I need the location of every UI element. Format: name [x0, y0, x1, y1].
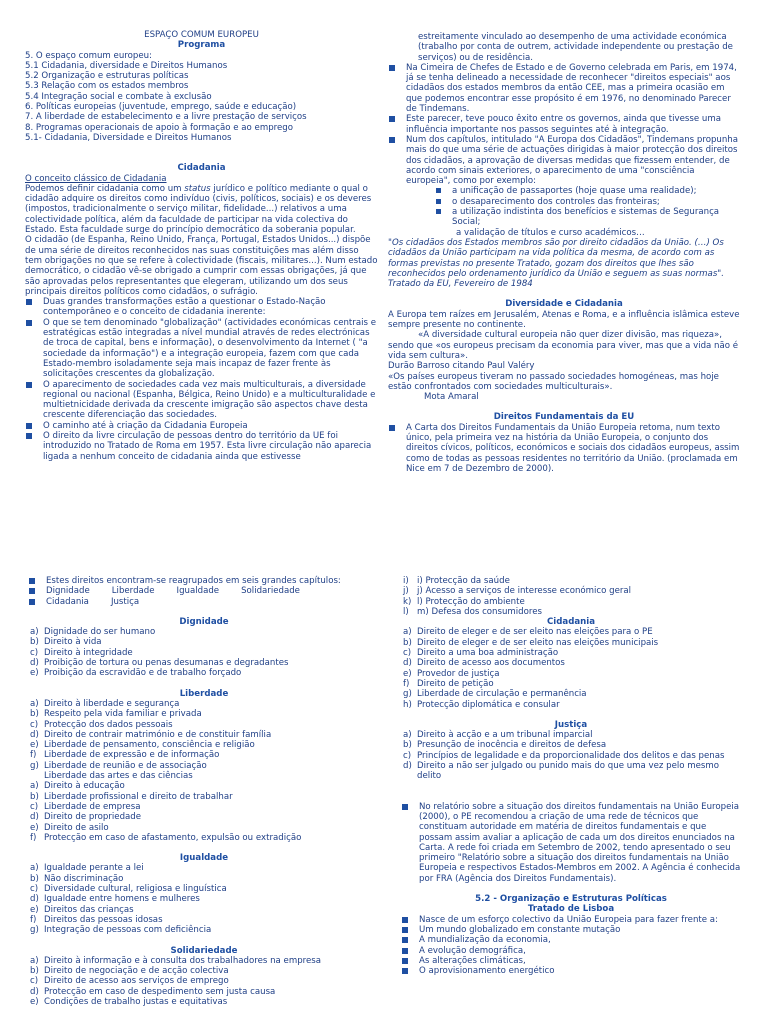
programa-item: 6. Políticas europeias (juventude, emprego, saúde e educação): [25, 102, 297, 113]
value-label: Liberdade: [111, 586, 155, 597]
programa-item: 5.1- Cidadania, Diversidade e Direitos Humanos: [25, 132, 232, 143]
list-item: b) Direito de eleger e de ser eleito nas eleições municipais: [403, 637, 659, 648]
transformations-list: [25, 297, 378, 462]
list-item: c) Direito de acesso aos serviços de emprego: [30, 976, 229, 987]
programa-item: 8. Programas operacionais de apoio à formação e ao emprego: [25, 122, 293, 133]
page2-right-column: [401, 576, 741, 976]
treaty-quote: "Os cidadãos dos Estados membros são por direito cidadãos da União. (…) Os cidadãos da União participam na vida política da mesma, de acordo com as formas previstas no presente Tratado, gozam dos direitos que lhes são reconhecidos pelo ordenamento jurídico da União e seguem as suas normas".: [388, 237, 724, 279]
list-item: O aprovisionamento energético: [401, 966, 741, 976]
igualdade-list: [28, 863, 380, 935]
solidariedade-continued-list: [401, 576, 741, 617]
section-5-2-heading: 5.2 - Organização e Estruturas Políticas: [475, 894, 667, 905]
page1-right-column: [388, 32, 740, 474]
list-item: e) Direitos das crianças: [30, 904, 134, 915]
solidariedade-list: [28, 956, 380, 1007]
list-item: c) Direito à integridade: [30, 647, 133, 658]
list-item: c) Direito a uma boa administração: [403, 648, 559, 659]
list-item: a) Direito de eleger e de ser eleito nas eleições para o PE: [403, 627, 653, 638]
list-item: e) Condições de trabalho justas e equitativas: [30, 996, 228, 1007]
relatorio-list: [401, 802, 741, 884]
list-item: j) j) Acesso a serviços de interesse económico geral: [403, 586, 632, 597]
diversidade-paragraph-1: A Europa tem raízes em Jerusalém, Atenas e Roma, e a influência islâmica esteve sempre presente no continente.: [388, 309, 740, 331]
programa-list: [25, 51, 378, 144]
list-item: [28, 586, 380, 596]
tindemans-measures-list: [388, 186, 740, 227]
list-item: d) Proibição de tortura ou penas desumanas e degradantes: [30, 658, 289, 669]
list-item: A Carta dos Direitos Fundamentais da União Europeia retoma, num texto único, pela primeira vez na história da União Europeia, o conjunto dos direitos cívicos, políticos, económicos e sociais dos cidadãos europeus, assim como de todas as pessoas residentes no território da União. (proclamada em Nice em 7 de Dezembro de 2000).: [388, 423, 740, 474]
list-item: b) Não discriminação: [30, 873, 124, 884]
cidadania-list: [401, 627, 741, 709]
treaty-quote-source: Tratado da EU, Fevereiro de 1984: [388, 279, 533, 290]
list-item: k) l) Protecção do ambiente: [403, 596, 525, 607]
list-item: Num dos capítulos, intitulado "A Europa dos Cidadãos", Tindemans propunha mais do que uma série de actuações dirigidas à maior protecção dos direitos dos cidadãos, a aprovação de diversas medidas que fizessem entender, de acordo com sinais exteriores, o aparecimento de uma "consciência europeia", como por exemplo:: [388, 135, 740, 186]
justica-heading: Justiça: [554, 719, 588, 730]
page1-left-column: [25, 30, 378, 462]
list-item: O direito da livre circulação de pessoas dentro do território da UE foi introduzido no Tratado de Roma em 1957. Esta livre circulação não aparecia ligada a nenhum conceito de cidadania ainda que estivesse: [25, 431, 378, 462]
page2-left-column: [28, 576, 380, 1007]
list-item: Liberdade das artes e das ciências: [44, 771, 193, 782]
list-item: O que se tem denominado "globalização" (actividades económicas centrais e estratégicas estão integradas a nível mundial através de redes electrónicas de troca de capital, bens e informação), o desenvolvimento da Internet ( "a sociedade da informação") e a integração europeia, fazem com que cada Estado-membro isoladamente seja mais incapaz de fazer frente às solicitações crescentes da globalização.: [25, 318, 378, 380]
value-label: Solidariedade: [241, 586, 300, 597]
history-list: [388, 63, 740, 187]
list-item: d) Protecção em caso de despedimento sem justa causa: [30, 986, 276, 997]
cidadania-paragraph-1: Podemos definir cidadania como um status jurídico e político mediante o qual o cidadão adquire os direitos como indivíduo (civis, políticos, sociais) e os deveres (impostos, tradicionalmente o serviço militar, fidelidade...) relativos a uma colectividade política, além da faculdade de participar na vida colectiva do Estado. Esta faculdade surge do princípio democrático da soberania popular.: [25, 183, 372, 236]
list-item: No relatório sobre a situação dos direitos fundamentais na União Europeia (2000), o PE recomendou a criação de uma rede de técnicos que constituam autoridade em matéria de direitos fundamentais e que possam assim avaliar a aplicação de cada um dos direitos enunciados na Carta. A rede foi criada em Setembro de 2002, tendo apresentado o seu primeiro "Relatório sobre a situação dos direitos fundamentais na União Europeia e respectivos Estados-Membros em 2002. A Agência é conhecida por FRA (Agência dos Direitos Fundamentais).: [401, 802, 741, 884]
list-item: l) m) Defesa dos consumidores: [403, 606, 543, 617]
list-item: g) Liberdade de circulação e permanência: [403, 689, 587, 700]
diversidade-quote-author-1: Durão Barroso citando Paul Valéry: [388, 361, 535, 372]
diversidade-heading: Diversidade e Cidadania: [505, 299, 623, 310]
list-item: f) Direito de petição: [403, 678, 494, 689]
programa-item: 5.1 Cidadania, diversidade e Direitos Humanos: [25, 60, 228, 71]
list-item: d) Direito de acesso aos documentos: [403, 658, 565, 669]
values-row-1: [46, 586, 380, 596]
list-item: As alterações climáticas,: [401, 956, 741, 966]
igualdade-heading: Igualdade: [179, 853, 229, 864]
value-label: Igualdade: [176, 586, 220, 597]
programa-item: 7. A liberdade de estabelecimento e a livre prestação de serviços: [25, 112, 307, 123]
list-item: d) Igualdade entre homens e mulheres: [30, 894, 200, 905]
list-item: a) Direito à informação e à consulta dos trabalhadores na empresa: [30, 955, 322, 966]
list-item: c) Protecção dos dados pessoais: [30, 719, 173, 730]
list-item: b) Direito à vida: [30, 637, 102, 648]
dignidade-list: [28, 627, 380, 678]
list-item: a) Direito à educação: [30, 781, 125, 792]
continuation-paragraph: estreitamente vinculado ao desempenho de uma actividade económica (trabalho por conta de outrem, actividade independente ou prestação de serviços) ou de residência.: [418, 32, 733, 63]
list-item: a unificação de passaportes (hoje quase uma realidade);: [436, 186, 740, 196]
list-item: Um mundo globalizado em constante mutação: [401, 925, 741, 935]
programa-heading: Programa: [177, 40, 226, 51]
value-label: Justiça: [110, 596, 140, 607]
cidadania-heading: Cidadania: [177, 163, 226, 174]
list-item: a utilização indistinta dos benefícios e sistemas de Segurança Social;: [436, 207, 740, 228]
dignidade-heading: Dignidade: [179, 616, 229, 627]
diversidade-paragraph-2: «A diversidade cultural europeia não quer dizer divisão, mas riqueza», sendo que «os europeus precisam da economia para viver, mas que a vida não é vida sem cultura».: [388, 330, 739, 361]
list-item: A mundialização da economia,: [401, 935, 741, 945]
list-item: d) Direito a não ser julgado ou punido mais do que uma vez pelo mesmo delito: [403, 761, 720, 782]
programa-item: 5.4 Integração social e combate à exclusão: [25, 91, 212, 102]
list-item: o desaparecimento dos controles das fronteiras;: [436, 197, 740, 207]
list-item: f) Direitos das pessoas idosas: [30, 914, 163, 925]
list-item: g) Integração de pessoas com deficiência: [30, 925, 212, 936]
list-item: b) Respeito pela vida familiar e privada: [30, 709, 202, 720]
lisboa-heading: Tratado de Lisboa: [527, 904, 615, 915]
list-item: a) Direito à acção e a um tribunal imparcial: [403, 730, 593, 741]
chapters-intro-list: [28, 576, 380, 607]
list-item: Na Cimeira de Chefes de Estado e de Governo celebrada em Paris, em 1974, já se tenha delineado a necessidade de reconhecer "direitos especiais" aos cidadãos dos estados membros da então CEE, mas a primeira ocasião em que podemos encontrar esse propósito é em 1976, no denominado Parecer de Tindemans.: [388, 63, 740, 114]
list-item: b) Liberdade profissional e direito de trabalhar: [30, 791, 233, 802]
liberdade-heading: Liberdade: [179, 688, 229, 699]
document-header-title: ESPAÇO COMUM EUROPEU: [144, 30, 259, 40]
programa-item: 5. O espaço comum europeu:: [25, 50, 152, 61]
solidariedade-heading: Solidariedade: [170, 945, 238, 956]
diversidade-quote-author-2: Mota Amaral: [424, 392, 479, 403]
direitos-heading: Direitos Fundamentais da EU: [493, 412, 635, 423]
cidadania-chapter-heading: Cidadania: [546, 617, 596, 628]
list-item: A evolução demográfica,: [401, 946, 741, 956]
list-item: Duas grandes transformações estão a questionar o Estado-Nação contemporâneo e o conceito de cidadania inerente:: [25, 297, 378, 318]
list-item: b) Direito de negociação e de acção colectiva: [30, 966, 229, 977]
list-item: d) Direito de contrair matrimónio e de constituir família: [30, 729, 272, 740]
list-item: e) Direito de asilo: [30, 822, 109, 833]
justica-list: [401, 730, 741, 781]
list-item: d) Direito de propriedade: [30, 812, 142, 823]
list-item: Nasce de um esforço colectivo da União Europeia para fazer frente a:: [401, 915, 741, 925]
list-item: c) Diversidade cultural, religiosa e linguística: [30, 884, 227, 895]
list-item: h) Protecção diplomática e consular: [403, 699, 560, 710]
list-item: e) Proibição da escravidão e de trabalho forçado: [30, 668, 242, 679]
lisboa-list: [401, 915, 741, 977]
liberdade-list: [28, 699, 380, 843]
list-item: i) i) Protecção da saúde: [403, 576, 510, 586]
list-item: a) Dignidade do ser humano: [30, 627, 156, 638]
list-item: c) Princípios de legalidade e da proporcionalidade dos delitos e das penas: [403, 750, 725, 761]
diversidade-paragraph-3: «Os países europeus tiveram no passado sociedades homogéneas, mas hoje estão confrontados com sociedades multiculturais».: [388, 371, 719, 392]
list-item: f) Liberdade de expressão e de informação: [30, 750, 220, 761]
list-item: f) Protecção em caso de afastamento, expulsão ou extradição: [30, 832, 302, 843]
list-item: e) Liberdade de pensamento, consciência e religião: [30, 740, 255, 751]
list-item: O aparecimento de sociedades cada vez mais multiculturais, a diversidade regional ou nacional (Espanha, Bélgica, Reino Unido) e a multiculturalidade e multietnicidade derivada da crescente imigração são aspectos chave desta crescente diferenciação das sociedades.: [25, 380, 378, 421]
list-item: Estes direitos encontram-se reagrupados em seis grandes capítulos:: [28, 576, 380, 586]
value-label: Dignidade: [46, 586, 90, 597]
tindemans-measures-tail: a validação de títulos e curso académicos…: [456, 227, 645, 238]
list-item: b) Presunção de inocência e direitos de defesa: [403, 740, 607, 751]
list-item: O caminho até à criação da Cidadania Europeia: [25, 421, 378, 431]
conceito-subheading: O conceito clássico de Cidadania: [25, 173, 167, 184]
list-item: c) Liberdade de empresa: [30, 801, 141, 812]
programa-item: 5.3 Relação com os estados membros: [25, 81, 189, 92]
list-item: g) Liberdade de reunião e de associação: [30, 760, 207, 771]
values-row-2: [46, 597, 380, 607]
direitos-list: [388, 423, 740, 474]
programa-item: 5.2 Organização e estruturas políticas: [25, 71, 189, 82]
list-item: a) Igualdade perante a lei: [30, 863, 144, 874]
value-label: Cidadania: [46, 596, 89, 607]
list-item: Este parecer, teve pouco êxito entre os governos, ainda que tivesse uma influência importante nos passos seguintes até à integração.: [388, 114, 740, 135]
list-item: a) Direito à liberdade e segurança: [30, 698, 180, 709]
cidadania-paragraph-2: O cidadão (de Espanha, Reino Unido, França, Portugal, Estados Unidos...) dispõe de uma série de direitos reconhecidos nas suas constituições mas além disso tem obrigações no que se refere à colectividade (fiscais, militares...). Num estado democrático, o cidadão vê-se obrigado a cumprir com essas obrigações, já que são aprovadas pelos representantes que elegeram, utilizando um dos seus principais direitos políticos como cidadãos, o sufrágio.: [25, 235, 378, 297]
list-item: [28, 597, 380, 607]
list-item: e) Provedor de justiça: [403, 668, 500, 679]
